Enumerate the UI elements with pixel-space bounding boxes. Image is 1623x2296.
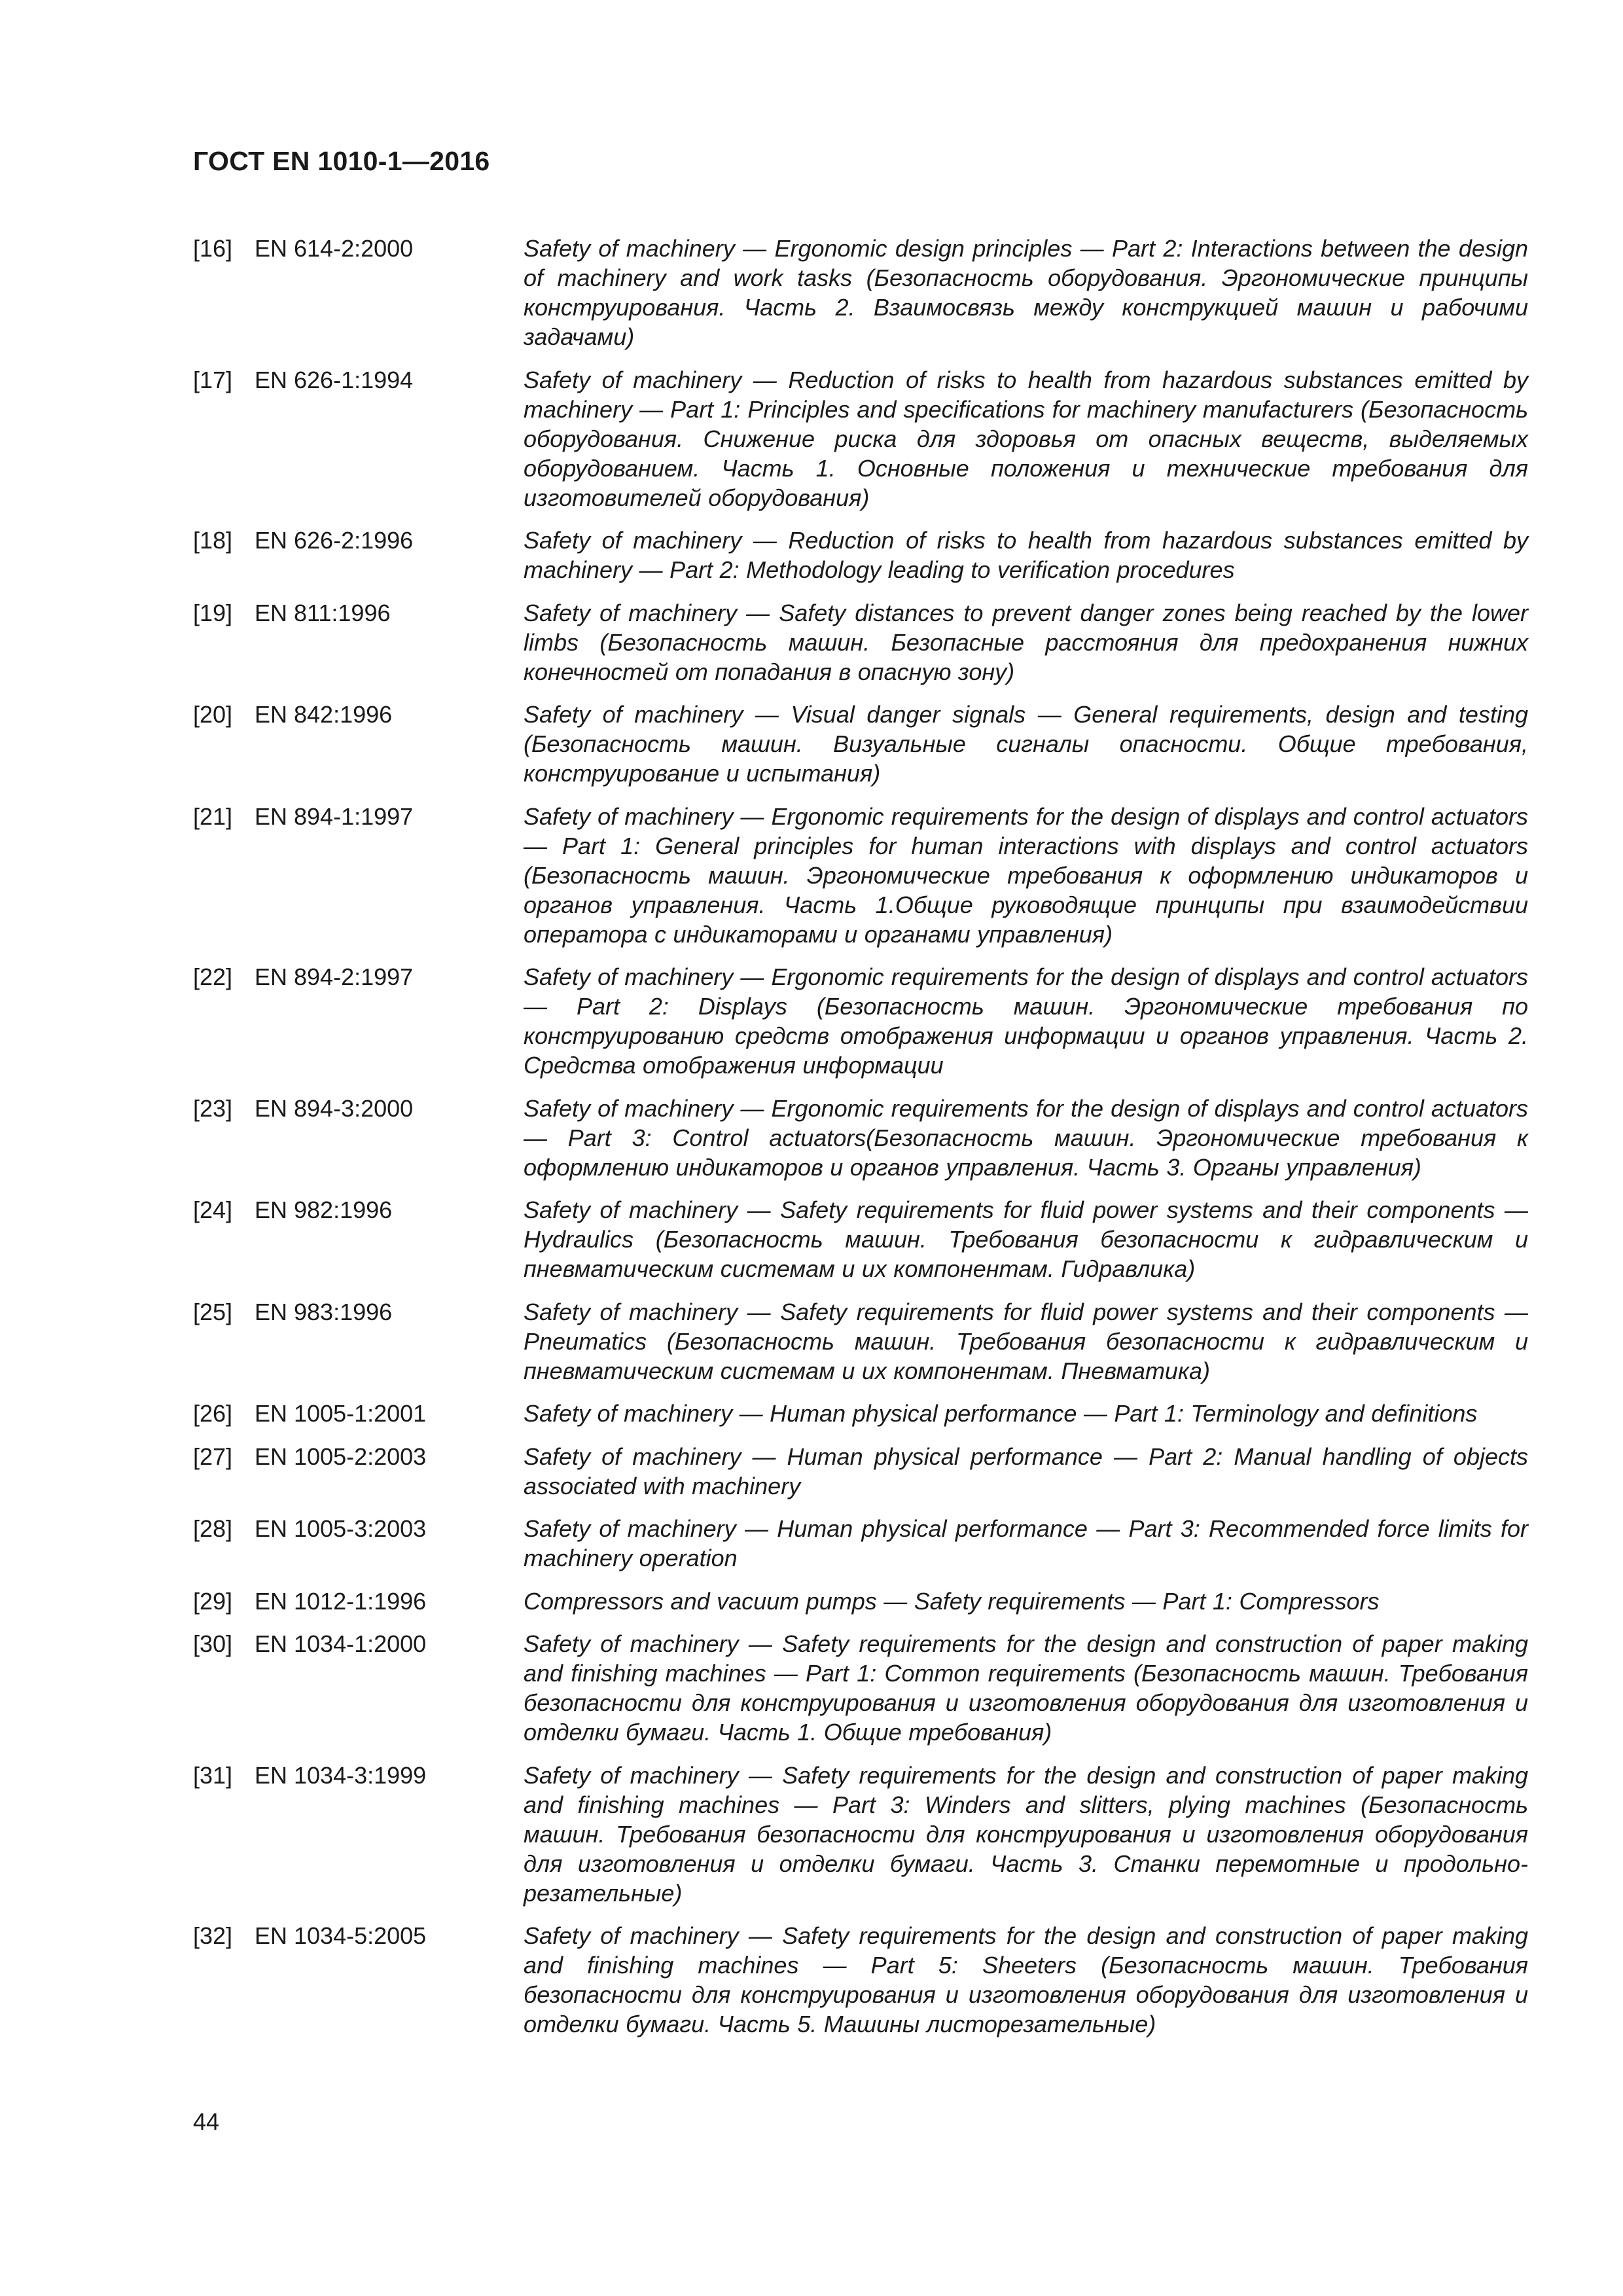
standard-code: EN 811:1996 <box>255 599 391 626</box>
standard-title: Safety of machinery — Ergonomic requirements for the design of displays and control actuators — Part 2: Displays (Безопасность машин. Эргономические требования по конструированию средств отображения информации и органов управления. Часть 2. Средства отображения информации <box>524 963 1528 1079</box>
reference-number: [25] <box>193 1298 233 1325</box>
page-header-title: ГОСТ EN 1010-1—2016 <box>193 146 490 176</box>
reference-number: [27] <box>193 1443 233 1470</box>
bibliography-entry <box>193 598 1528 687</box>
standard-code: EN 1034-3:1999 <box>255 1761 427 1789</box>
standard-code: EN 1012-1:1996 <box>255 1587 427 1615</box>
bibliography-entry <box>193 1761 1528 1908</box>
bibliography-entry <box>193 365 1528 512</box>
standard-code: EN 626-1:1994 <box>255 366 414 393</box>
standard-title: Safety of machinery — Ergonomic requirements for the design of displays and control actuators — Part 3: Control actuators(Безопасность машин. Эргономические требования к оформлению индикаторов и органов управления. Часть 3. Органы управления) <box>524 1094 1528 1181</box>
reference-number: [26] <box>193 1400 233 1427</box>
reference-number: [17] <box>193 366 233 393</box>
bibliography-entry <box>193 1629 1528 1747</box>
standard-code: EN 614-2:2000 <box>255 235 414 262</box>
reference-number: [22] <box>193 963 233 990</box>
bibliography-entry <box>193 1514 1528 1573</box>
standard-title: Safety of machinery — Reduction of risks to health from hazardous substances emitted by machinery — Part 1: Principles and specifications for machinery manufacturers (Безопасность оборудования. Снижение риска для здоровья от опасных веществ, выделяемых оборудованием. Часть 1. Основные положения и технические требования для изготовителей оборудования) <box>524 366 1528 511</box>
standard-code: EN 1034-5:2005 <box>255 1922 427 1949</box>
bibliography-entry <box>193 1921 1528 2039</box>
standard-title: Compressors and vacuum pumps — Safety requirements — Part 1: Compressors <box>524 1587 1380 1615</box>
standard-code: EN 1005-1:2001 <box>255 1400 427 1427</box>
standard-code: EN 894-2:1997 <box>255 963 414 990</box>
reference-number: [31] <box>193 1761 233 1789</box>
reference-number: [30] <box>193 1630 233 1657</box>
reference-number: [21] <box>193 802 233 830</box>
reference-number: [28] <box>193 1515 233 1542</box>
standard-code: EN 1005-3:2003 <box>255 1515 427 1542</box>
bibliography-entry <box>193 1442 1528 1501</box>
bibliography-entry <box>193 1297 1528 1386</box>
bibliography-entry <box>193 1195 1528 1283</box>
reference-number: [20] <box>193 701 233 728</box>
standard-code: EN 626-2:1996 <box>255 527 414 554</box>
standard-title: Safety of machinery — Reduction of risks to health from hazardous substances emitted by machinery — Part 2: Methodology leading to verification procedures <box>524 527 1528 583</box>
standard-title: Safety of machinery — Visual danger signals — General requirements, design and testing (Безопасность машин. Визуальные сигналы опасности. Общие требования, конструирование и испытания) <box>524 701 1528 787</box>
reference-number: [23] <box>193 1094 233 1122</box>
reference-number: [29] <box>193 1587 233 1615</box>
reference-number: [19] <box>193 599 233 626</box>
standard-title: Safety of machinery — Safety distances to prevent danger zones being reached by the lower limbs (Безопасность машин. Безопасные расстояния для предохранения нижних конечностей от попадания в опасную зону) <box>524 599 1528 685</box>
standard-code: EN 1034-1:2000 <box>255 1630 427 1657</box>
bibliography-entry <box>193 962 1528 1080</box>
standard-code: EN 1005-2:2003 <box>255 1443 427 1470</box>
standard-title: Safety of machinery — Human physical performance — Part 2: Manual handling of objects associated with machinery <box>524 1443 1528 1499</box>
standard-title: Safety of machinery — Safety requirements for the design and construction of paper making and finishing machines — Part 1: Common requirements (Безопасность машин. Требования безопасности для конструирования и изготовления оборудования для изготовления и отделки бумаги. Часть 1. Общие требования) <box>524 1630 1528 1746</box>
standard-title: Safety of machinery — Safety requirements for the design and construction of paper making and finishing machines — Part 5: Sheeters (Безопасность машин. Требования безопасности для конструирования и изготовления оборудования для изготовления и отделки бумаги. Часть 5. Машины листорезательные) <box>524 1922 1528 2037</box>
standard-title: Safety of machinery — Ergonomic design principles — Part 2: Interactions between the design of machinery and work tasks (Безопасность оборудования. Эргономические принципы конструирования. Часть 2. Взаимосвязь между конструкцией машин и рабочими задачами) <box>524 235 1528 350</box>
page-number: 44 <box>193 2108 220 2135</box>
standard-title: Safety of machinery — Safety requirements for fluid power systems and their components — Hydraulics (Безопасность машин. Требования безопасности к гидравлическим и пневматическим системам и их компонентам. Гидравлика) <box>524 1196 1528 1282</box>
bibliography-entry <box>193 1094 1528 1182</box>
standard-title: Safety of machinery — Safety requirements for fluid power systems and their components — Pneumatics (Безопасность машин. Требования безопасности к гидравлическим и пневматическим системам и их компонентам. Пневматика) <box>524 1298 1528 1384</box>
standard-code: EN 894-1:1997 <box>255 802 414 830</box>
standard-title: Safety of machinery — Safety requirements for the design and construction of paper making and finishing machines — Part 3: Winders and slitters, plying machines (Безопасность машин. Требования безопасности для конструирования и изготовления оборудования для изготовления и отделки бумаги. Часть 3. Станки перемотные и продольно-резательные) <box>524 1761 1528 1907</box>
reference-number: [32] <box>193 1922 233 1949</box>
bibliography-entry <box>193 802 1528 949</box>
reference-number: [24] <box>193 1196 233 1223</box>
standard-code: EN 982:1996 <box>255 1196 393 1223</box>
bibliography-entry <box>193 700 1528 788</box>
standard-code: EN 983:1996 <box>255 1298 393 1325</box>
standard-title: Safety of machinery — Ergonomic requirements for the design of displays and control actuators — Part 1: General principles for human interactions with displays and control actuators (Безопасность машин. Эргономические требования к оформлению индикаторов и органов управления. Часть 1.Общие руководящие принципы при взаимодействии оператора с индикаторами и органами управления) <box>524 802 1528 948</box>
reference-number: [16] <box>193 235 233 262</box>
standard-code: EN 894-3:2000 <box>255 1094 414 1122</box>
standard-code: EN 842:1996 <box>255 701 393 728</box>
reference-number: [18] <box>193 527 233 554</box>
bibliography-list <box>193 234 1528 2053</box>
standard-title: Safety of machinery — Human physical performance — Part 1: Terminology and definitions <box>524 1400 1478 1427</box>
bibliography-entry <box>193 1587 1528 1616</box>
bibliography-entry <box>193 1399 1528 1428</box>
bibliography-entry <box>193 234 1528 351</box>
bibliography-entry <box>193 526 1528 584</box>
standard-title: Safety of machinery — Human physical performance — Part 3: Recommended force limits for machinery operation <box>524 1515 1528 1571</box>
